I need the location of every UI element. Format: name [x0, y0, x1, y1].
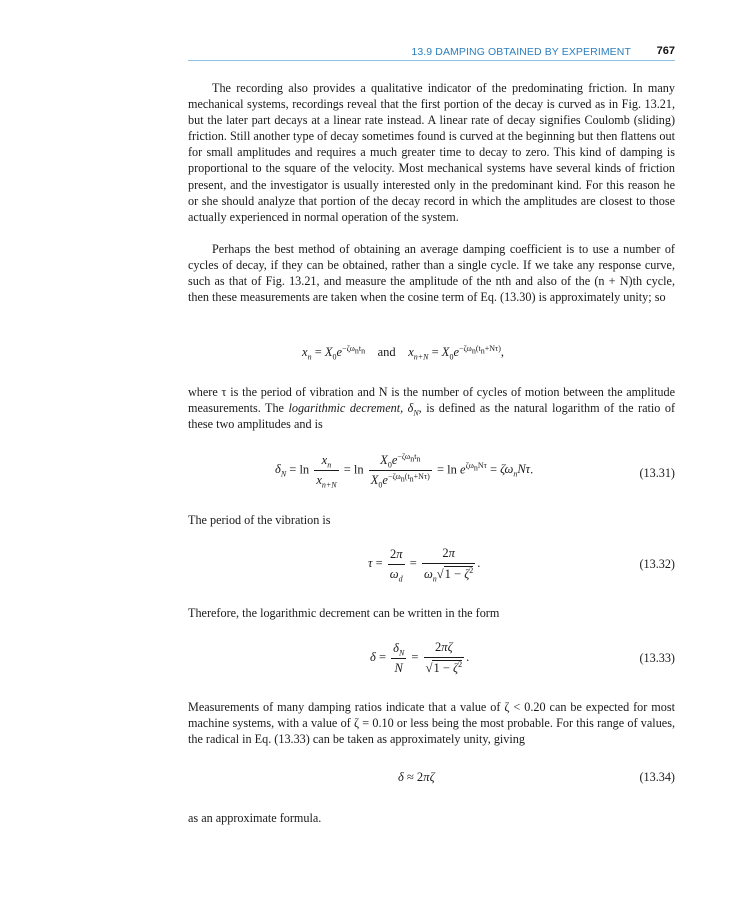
- equation-number-13-32: (13.32): [639, 557, 675, 571]
- equation-13-34: δ ≈ 2πζ: [398, 770, 435, 784]
- equation-number-13-34: (13.34): [639, 770, 675, 784]
- paragraph-damping-ratios: Measurements of many damping ratios indicate that a value of ζ < 0.20 can be expected for most machine systems, with a value of ζ = 0.10 or less being the most probable. For this range of values, the radical in Eq. (13.33) can be taken as approximately unity, giving: [188, 700, 675, 747]
- paragraph-approximate-formula: as an approximate formula.: [188, 811, 322, 825]
- equation-and-word: and: [377, 345, 396, 359]
- section-title: 13.9 DAMPING OBTAINED BY EXPERIMENT: [411, 46, 631, 58]
- page-number: 767: [656, 45, 675, 57]
- equation-number-13-31: (13.31): [639, 466, 675, 480]
- logarithmic-decrement-subscript: N: [413, 408, 419, 418]
- paragraph-period: The period of the vibration is: [188, 513, 331, 527]
- paragraph-log-decrement-start: where τ is the period of vibration and N is the number of cycles of motion between the amplitude measurements. The: [188, 385, 675, 416]
- equation-amplitudes: $x_n = X_0e^{-\zeta\omega_nt_n}$ and $x_{n+N} = X_0e^{-\zeta\omega_n(t_n+N\tau)}$,: [302, 343, 504, 362]
- paragraph-log-decrement-end: , is defined as the natural logarithm of the ratio of these two amplitudes and is: [188, 401, 676, 432]
- equation-13-33: δ = $\frac{\delta_N}{N}$ = $\frac{2\pi\zeta}{√1 - \zeta^2}$ .: [370, 640, 470, 675]
- running-header: [188, 44, 675, 62]
- header-rule: [188, 60, 675, 61]
- paragraph-friction-indicator: The recording also provides a qualitative indicator of the predominating friction. In many mechanical systems, recordings reveal that the first portion of the decay is curved as in Fig. 13.21, but the later part decays at a linear rate instead. A linear rate of decay signifies Coulomb (sliding) friction. Still another type of decay sometimes found is curved at the beginning but then flattens out for small amplitudes and requires a much greater time to decay to zero. This kind of damping is proportional to the square of the velocity. Most mechanical systems have several kinds of friction present, and the investigator is usually interested only in the predominant kind. For this reason he or she should analyze that portion of the decay record in which the amplitudes are closest to those actually experienced in normal operation of the system.: [188, 81, 675, 224]
- paragraph-average-damping: Perhaps the best method of obtaining an average damping coefficient is to use a number of cycles of decay, if they can be obtained, rather than a single cycle. If we take any response curve, such as that of Fig. 13.21, and measure the amplitude of the nth and also of the (n + N)th cycle, then these measurements are taken when the cosine term of Eq. (13.30) is approximately unity; so: [188, 242, 675, 305]
- logarithmic-decrement-term: logarithmic decrement, δ: [288, 401, 414, 416]
- paragraph-log-decrement-form: Therefore, the logarithmic decrement can be written in the form: [188, 606, 500, 620]
- equation-number-13-33: (13.33): [639, 651, 675, 665]
- equation-13-31: $\delta_N = \ln$ $\frac{x_n}{x_{n+N}}$ = ln $\frac{X_0e^{-\zeta\omega_nt_n}}{X_0e^{-\zeta\omega_n(t_n+N\tau)}}$ = $\ln e^{\zeta\omega_nN\tau} = \zeta\omega_nN\tau$.: [275, 451, 534, 490]
- paragraph-log-decrement-definition: [188, 384, 675, 432]
- equation-13-32: τ = $\frac{2\pi}{\omega_d}$ = $\frac{2\pi}{\omega_n√1 - \zeta^2}$ .: [368, 546, 481, 584]
